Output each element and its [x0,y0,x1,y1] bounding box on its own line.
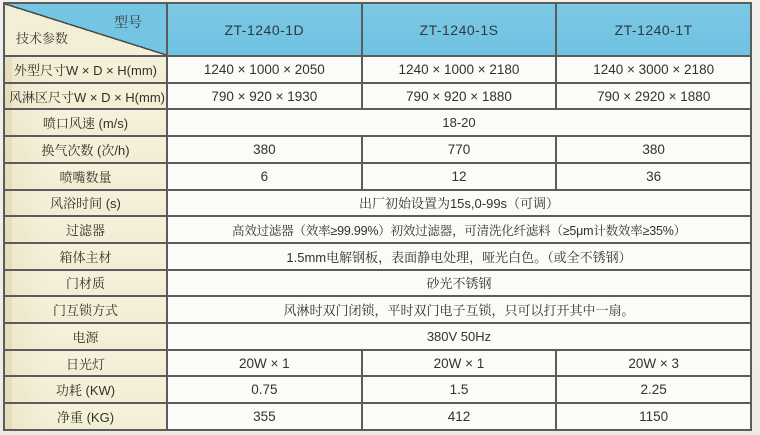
spec-value: 1.5mm电解钢板，表面静电处理，哑光白色。（或全不锈钢） [167,243,751,270]
row-label: 换气次数 (次/h) [4,136,167,163]
row-label: 净重 (KG) [4,403,167,430]
row-label: 箱体主材 [4,243,167,270]
spec-value: 1240 × 3000 × 2180 [556,56,751,83]
spec-value: 1150 [556,403,751,430]
spec-value: 36 [556,163,751,190]
table-row-interlock [4,296,751,323]
row-label: 功耗 (KW) [4,376,167,403]
row-label: 门互锁方式 [4,296,167,323]
spec-value: 20W × 1 [362,350,557,377]
corner-params-label: 技术参数 [16,31,69,46]
spec-value: 790 × 2920 × 1880 [556,83,751,110]
row-label: 喷口风速 (m/s) [4,109,167,136]
table-row-shower-time [4,190,751,217]
row-label: 喷嘴数量 [4,163,167,190]
spec-value: 高效过滤器（效率≥99.99%）初效过滤器，可清洗化纤滤料（≥5μm计数效率≥35%） [167,216,751,243]
spec-value: 790 × 920 × 1880 [362,83,557,110]
row-label: 风浴时间 (s) [4,190,167,217]
spec-value: 20W × 1 [167,350,362,377]
spec-value: 砂光不锈钢 [167,270,751,297]
table-row-air-changes [4,136,751,163]
corner-model-label: 型号 [114,14,142,30]
table-row-cabinet-material [4,243,751,270]
spec-value: 770 [362,136,557,163]
table-row-nozzle-count [4,163,751,190]
spec-value: 风淋时双门闭锁，平时双门电子互锁，只可以打开其中一扇。 [167,296,751,323]
spec-value: 380 [167,136,362,163]
spec-value: 12 [362,163,557,190]
table-row-power-supply [4,323,751,350]
table-row-filter [4,216,751,243]
spec-value: 20W × 3 [556,350,751,377]
row-label: 风淋区尺寸W × D × H(mm) [4,83,167,110]
table-row-power-consumption [4,376,751,403]
model-header-1d: ZT-1240-1D [167,3,362,56]
spec-value: 412 [362,403,557,430]
spec-value: 1.5 [362,376,557,403]
table-row-dimensions [4,56,751,83]
spec-table [3,2,752,431]
table-row-nozzle-speed [4,109,751,136]
spec-value: 2.25 [556,376,751,403]
spec-value: 1240 × 1000 × 2050 [167,56,362,83]
table-row-lamp [4,350,751,377]
model-header-1t: ZT-1240-1T [556,3,751,56]
spec-value: 790 × 920 × 1930 [167,83,362,110]
row-label: 外型尺寸W × D × H(mm) [4,56,167,83]
model-header-1s: ZT-1240-1S [362,3,557,56]
spec-value: 380 [556,136,751,163]
spec-value: 0.75 [167,376,362,403]
spec-value: 355 [167,403,362,430]
table-row-shower-zone [4,83,751,110]
row-label: 过滤器 [4,216,167,243]
spec-value: 6 [167,163,362,190]
table-row-door-material [4,270,751,297]
spec-value: 出厂初始设置为15s,0-99s（可调） [167,190,751,217]
row-label: 门材质 [4,270,167,297]
header-row [4,3,751,56]
row-label: 电源 [4,323,167,350]
corner-cell [4,3,167,56]
spec-value: 18-20 [167,109,751,136]
row-label: 日光灯 [4,350,167,377]
table-row-net-weight [4,403,751,430]
spec-value: 1240 × 1000 × 2180 [362,56,557,83]
spec-value: 380V 50Hz [167,323,751,350]
